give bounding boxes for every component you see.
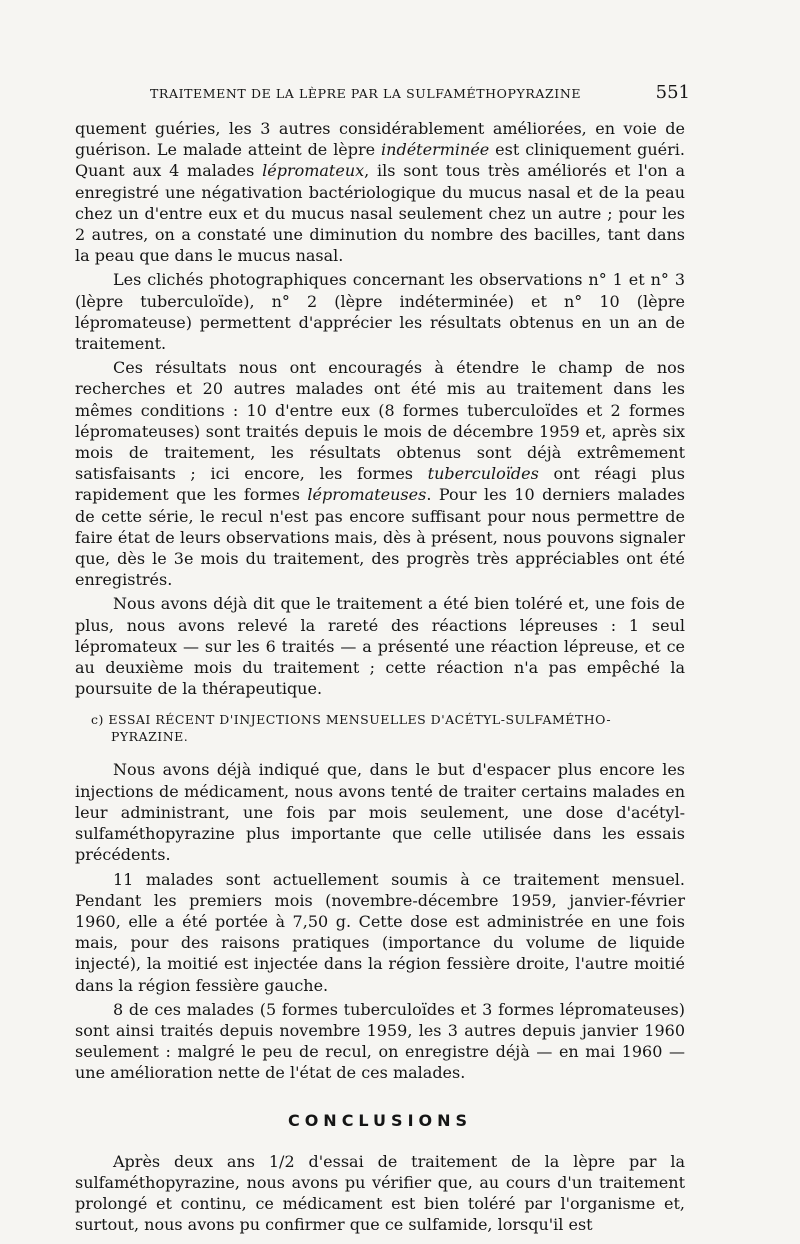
- text-run: est cliniquement guéri. Quant aux 4 malades: [75, 140, 685, 181]
- section-heading-line: c) ESSAI RÉCENT D'INJECTIONS MENSUELLES D'ACÉTYL-SULFAMÉTHO-: [91, 712, 612, 728]
- text-run: ont réagi plus rapidement que les formes: [75, 464, 686, 505]
- text-run: , ils sont tous très améliorés et l'on a enregistré une négativation bactériologique du mucus nasal et de la peau chez un d'entre eux et du mucus nasal seulement chez un autre ; pour les 2 autres, on a constaté une diminution du nombre des bacilles, tant dans la peau que dans le mucus nasal.: [75, 161, 686, 266]
- paragraph: [75, 118, 685, 266]
- italic-term: tuberculoïdes: [427, 464, 539, 484]
- paragraph: Les clichés photographiques concernant les observations n° 1 et n° 3 (lèpre tuberculoïde), n° 2 (lèpre indéterminée) et n° 10 (lèpre lépromateuse) permettent d'apprécier les résultats obtenus en un an de traitement.: [75, 270, 685, 354]
- italic-term: lépromateuses: [307, 485, 427, 505]
- italic-term: lépromateux: [262, 161, 365, 181]
- paragraph: Nous avons déjà indiqué que, dans le but d'espacer plus encore les injections de médicament, nous avons tenté de traiter certains malades en leur administrant, une fois par mois seulement, une dose d'acétyl-sulfaméthopyrazine plus importante que celle utilisée dans les essais précédents.: [75, 760, 685, 865]
- page-header: [70, 82, 690, 108]
- section-heading: [75, 711, 685, 745]
- paragraph: 8 de ces malades (5 formes tuberculoïdes et 3 formes lépromateuses) sont ainsi traités depuis novembre 1959, les 3 autres depuis janvier 1960 seulement : malgré le peu de recul, on enregistre déjà — en mai 1960 — une amélioration nette de l'état de ces malades.: [75, 999, 685, 1083]
- text-run: . Pour les 10 derniers malades de cette série, le recul n'est pas encore suffisant pour nous permettre de faire état de leurs observations mais, dès à présent, nous pouvons signaler que, dès le 3e mois du traitement, des progrès très appréciables ont été enregistrés.: [75, 485, 686, 590]
- page-number: 551: [655, 82, 690, 103]
- paragraph: 11 malades sont actuellement soumis à ce traitement mensuel. Pendant les premiers mois (novembre-décembre 1959, janvier-février 1960, elle a été portée à 7,50 g. Cette dose est administrée en une fois mais, pour des raisons pratiques (importance du volume de liquide injecté), la moitié est injectée dans la région fessière droite, l'autre moitié dans la région fessière gauche.: [75, 869, 685, 995]
- running-title: TRAITEMENT DE LA LÈPRE PAR LA SULFAMÉTHOPYRAZINE: [150, 86, 582, 101]
- paragraph: [75, 357, 685, 590]
- text-run: Ces résultats nous ont encouragés à étendre le champ de nos recherches et 20 autres malades ont été mis au traitement dans les mêmes conditions : 10 d'entre eux (8 formes tuberculoïdes et 2 formes lépromateuses) sont traités depuis le mois de décembre 1959 et, après six mois de traitement, les résultats obtenus sont déjà extrêmement satisfaisants ; ici encore, les formes: [75, 358, 685, 484]
- section-heading-line: PYRAZINE.: [111, 729, 189, 745]
- italic-term: indéterminée: [381, 140, 490, 160]
- text-run: quement guéries, les 3 autres considérablement améliorées, en voie de guérison. Le malade atteint de lèpre: [75, 119, 685, 160]
- paragraph: Nous avons déjà dit que le traitement a été bien toléré et, une fois de plus, nous avons relevé la rareté des réactions lépreuses : 1 seul lépromateux — sur les 6 traités — a présenté une réaction lépreuse, et ce au deuxième mois du traitement ; cette réaction n'a pas empêché la poursuite de la thérapeutique.: [75, 594, 685, 699]
- body-text: [75, 118, 685, 1239]
- paragraph: Après deux ans 1/2 d'essai de traitement de la lèpre par la sulfaméthopyrazine, nous avons pu vérifier que, au cours d'un traitement prolongé et continu, ce médicament est bien toléré par l'organisme et, surtout, nous avons pu confirmer que ce sulfamide, lorsqu'il est: [75, 1151, 685, 1235]
- conclusions-heading: CONCLUSIONS: [287, 1110, 473, 1130]
